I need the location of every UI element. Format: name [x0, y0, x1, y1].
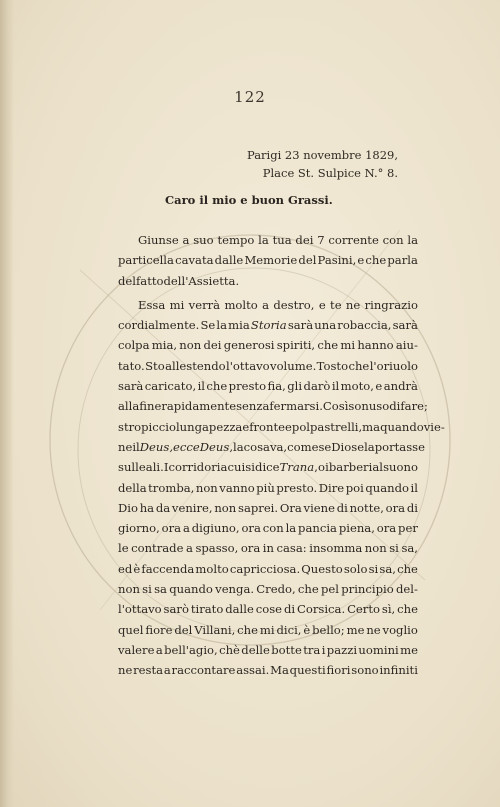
- text-line: cordialmente. Se la mia Storia sarà una robaccia, sarà: [118, 318, 418, 333]
- text-line: ne il Deus, ecce Deus , la cosa va, come se Dio se la portasse: [118, 439, 425, 454]
- text-line: non si sa quando venga. Credo, che pel principio del-: [118, 582, 418, 597]
- text-line: colpa mia, non dei generosi spiriti, che mi hanno aiu-: [118, 338, 418, 353]
- dateline-address: Place St. Sulpice N.° 8.: [262, 166, 398, 180]
- text-line: sulle ali. I corridori a cui si dice Trana , o i barberi al suono: [118, 460, 418, 475]
- text-line: stropiccio lunga pezza e fronte e polpastrelli, ma quando vie-: [118, 419, 445, 434]
- dateline: [247, 146, 398, 182]
- text-line: ne resta a raccontare assai. Ma questi fiori sono infiniti: [118, 663, 418, 678]
- letter-body: [118, 230, 445, 681]
- text-line: particella cavata dalle Memorie del Pasini, e che parla: [118, 253, 418, 268]
- text-line: le contrade a spasso, ora in casa: insomma non si sa,: [118, 541, 418, 556]
- page-number: 122: [234, 88, 266, 106]
- text-line: del fatto dell'Assietta.: [118, 273, 240, 288]
- text-line: ed è faccenda molto capricciosa. Questo solo si sa, che: [118, 561, 418, 576]
- text-line: quel fiore del Villani, che mi dici, è bello; me ne voglio: [118, 622, 418, 637]
- text-line: valere a bell'agio, chè delle botte tra i pazzi uomini me: [118, 642, 418, 657]
- dateline-place-date: Parigi 23 novembre 1829,: [246, 148, 398, 162]
- text-line: l'ottavo sarò tirato dalle cose di Corsica. Certo sì, che: [118, 602, 418, 617]
- text-line: alla fine rapidamente senza fermarsi. Così son uso di fare;: [118, 399, 428, 414]
- salutation: Caro il mio e buon Grassi.: [165, 193, 333, 207]
- text-line: della tromba, non vanno più presto. Dire poi quando il: [118, 480, 418, 495]
- text-line: giorno, ora a digiuno, ora con la pancia piena, ora per: [118, 521, 418, 536]
- text-line: Dio ha da venire, non saprei. Ora viene di notte, ora di: [118, 500, 418, 515]
- page-gutter-shadow: [0, 0, 14, 807]
- text-line: Essa mi verrà molto a destro, e te ne ringrazio: [138, 297, 418, 312]
- text-line: sarà caricato, il che presto fia, gli darò il moto, e andrà: [118, 379, 418, 394]
- text-line: tato. Sto allestendo l'ottavo volume. Tosto che l'oriuolo: [118, 358, 418, 373]
- text-line: Giunse a suo tempo la tua dei 7 corrente con la: [138, 233, 418, 247]
